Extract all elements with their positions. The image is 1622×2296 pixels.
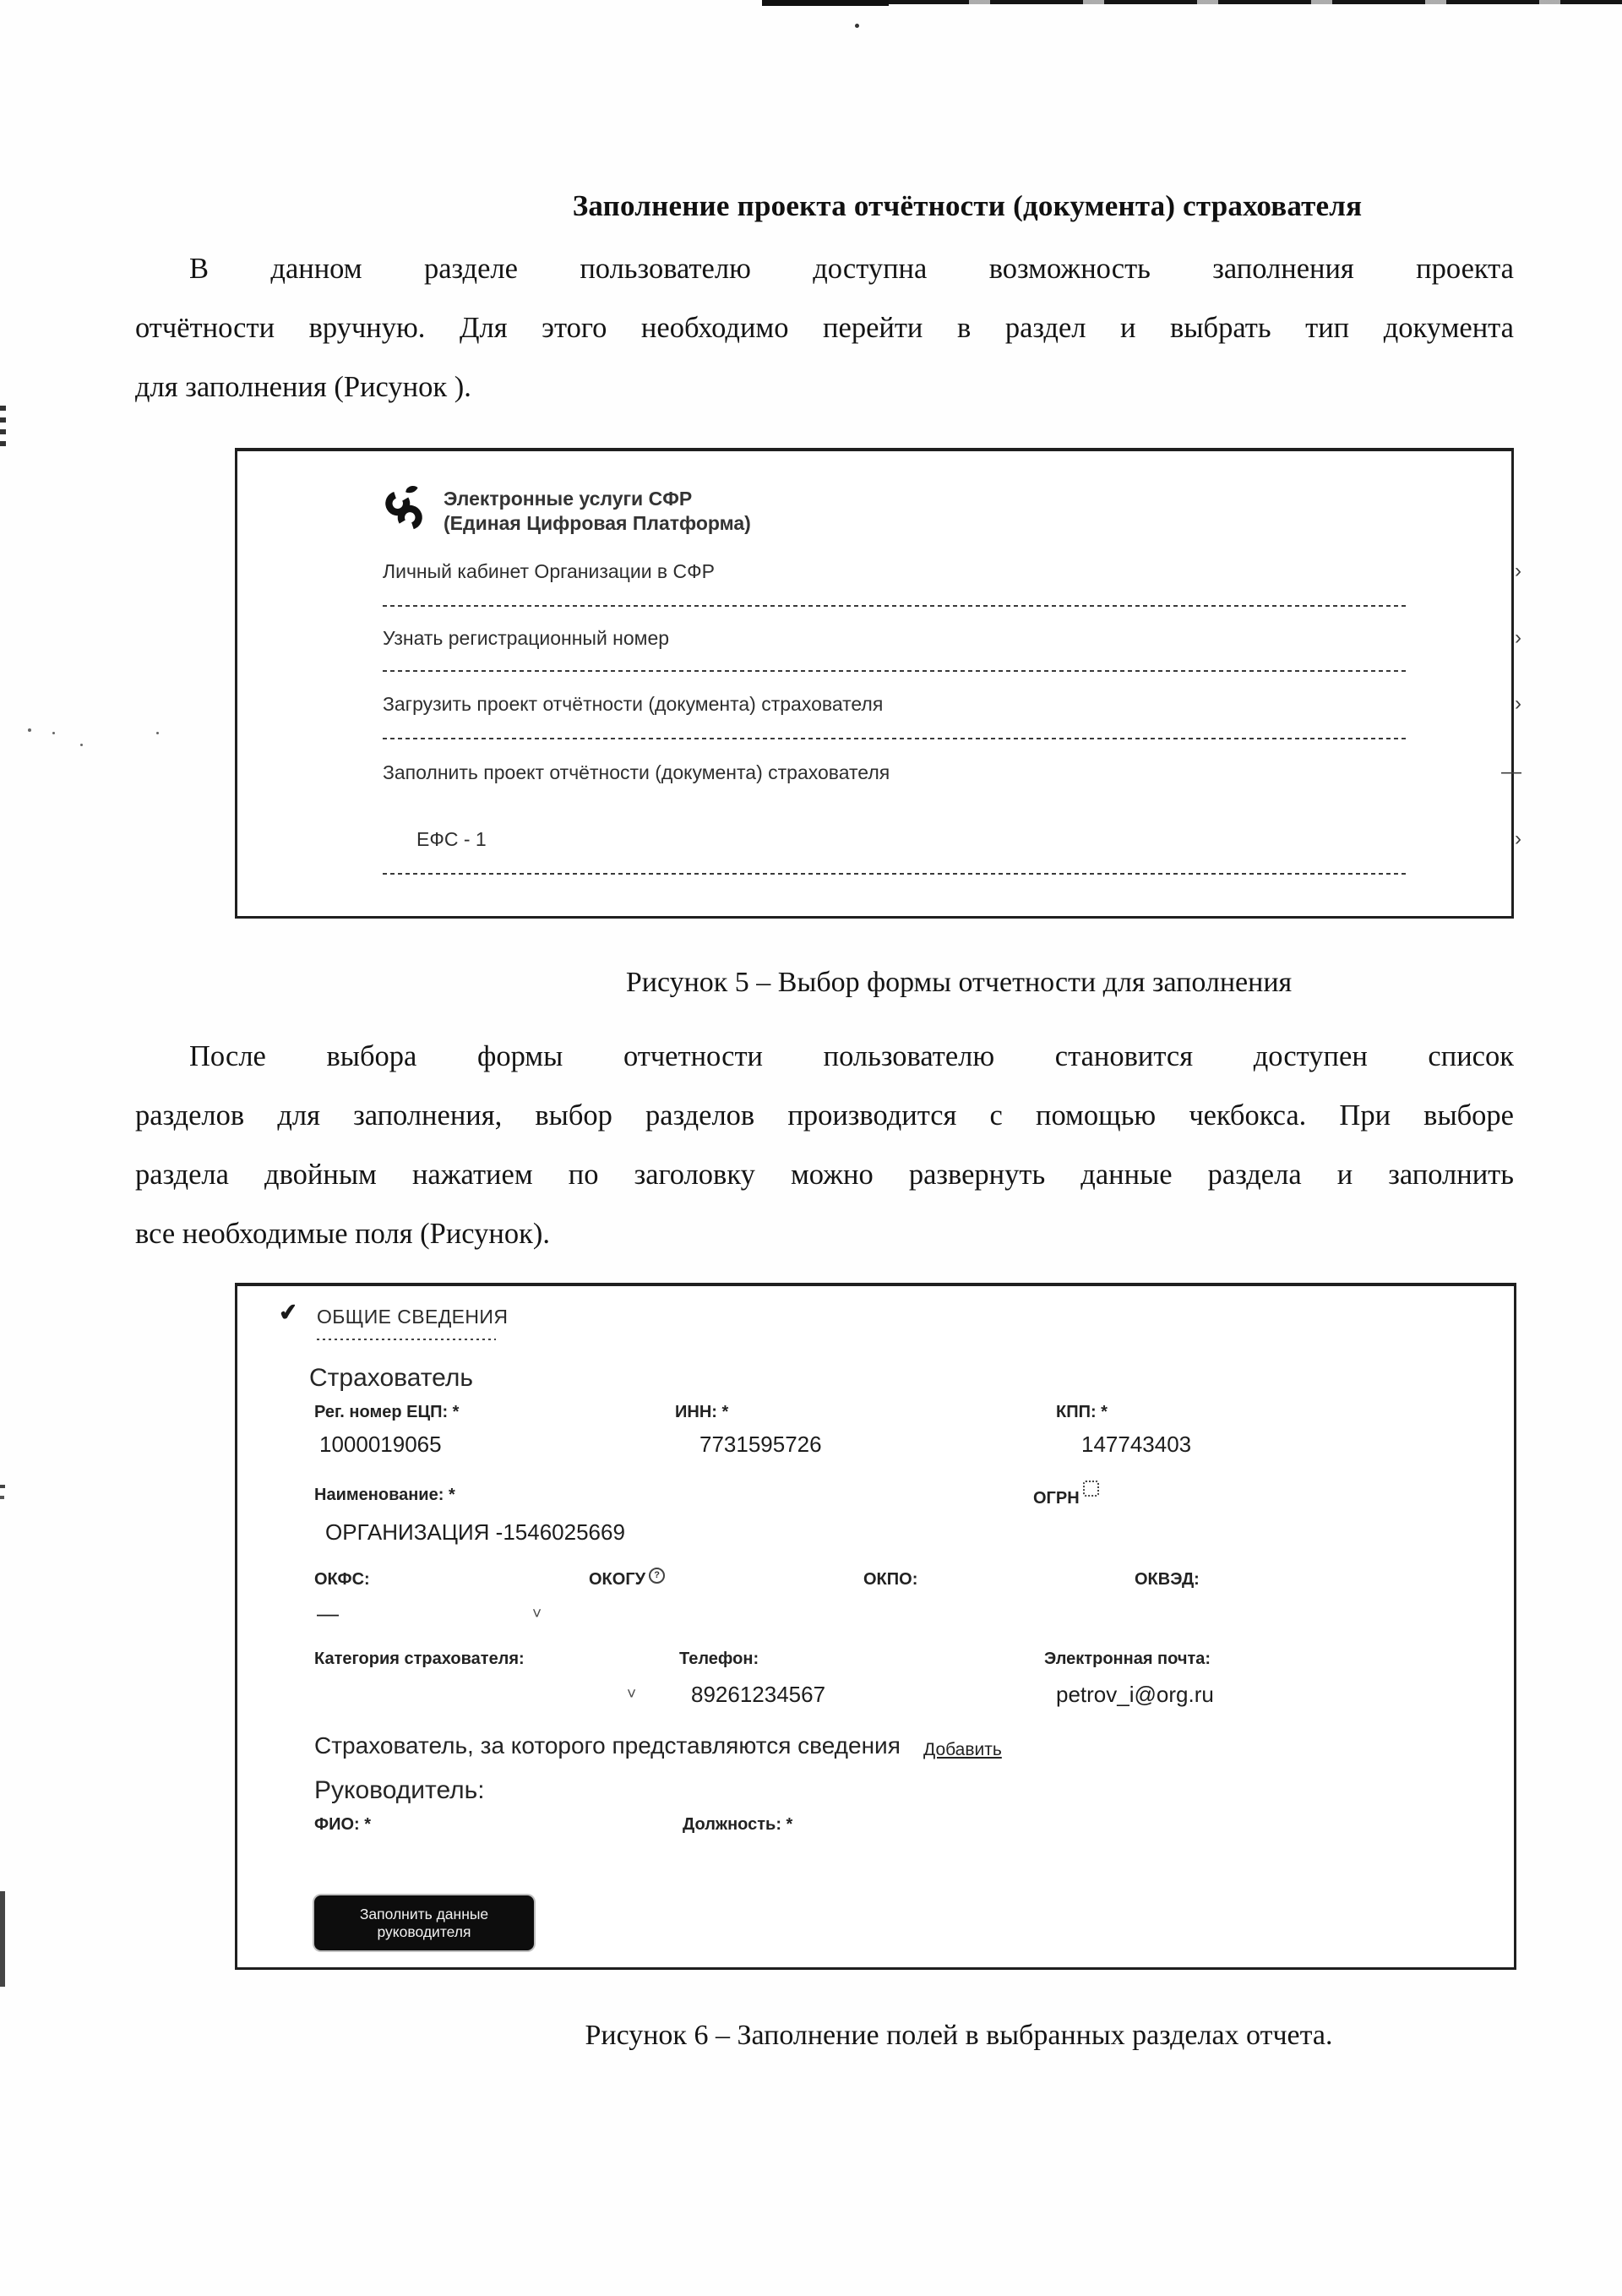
okogu-label: [589, 1570, 665, 1590]
okved-label: ОКВЭД:: [1135, 1570, 1200, 1589]
chevron-right-icon: ›: [1515, 827, 1521, 850]
chevron-right-icon: ›: [1515, 626, 1521, 649]
app-title-line1: Электронные услуги СФР: [444, 488, 693, 510]
position-label: Должность: *: [683, 1815, 793, 1834]
scan-artifact-top-line: [762, 0, 1622, 4]
paragraph-line: все необходимые поля (Рисунок).: [135, 1218, 550, 1250]
phone-field[interactable]: 89261234567: [691, 1682, 826, 1707]
menu-divider: [383, 738, 1407, 739]
scan-artifact-speck: [52, 732, 55, 734]
menu-item-label: ЕФС - 1: [416, 828, 487, 850]
sfr-logo-icon: [379, 485, 428, 534]
category-label: Категория страхователя:: [314, 1650, 525, 1668]
app-header: [379, 485, 751, 536]
paragraph-1: [135, 239, 1514, 417]
subsection-heading: Страхователь, за которого представляются сведения: [314, 1732, 901, 1759]
ogrn-label-text: ОГРН: [1033, 1489, 1080, 1508]
paragraph-line: раздела двойным нажатием по заголовку можно развернуть данные раздела и заполнить: [135, 1159, 1514, 1191]
paragraph-line: для заполнения (Рисунок ).: [135, 371, 471, 403]
menu-item-label: Узнать регистрационный номер: [383, 627, 670, 649]
section-checkbox[interactable]: ✔: [277, 1298, 300, 1327]
menu-item-efs-1[interactable]: [383, 826, 1521, 853]
menu-item-label: Заполнить проект отчётности (документа) страхователя: [383, 761, 890, 783]
paragraph-2: [135, 1027, 1514, 1263]
scan-artifact-mark: [0, 1485, 5, 1488]
email-field[interactable]: petrov_i@org.ru: [1056, 1682, 1214, 1707]
ogrn-info-icon[interactable]: [1083, 1481, 1099, 1497]
chevron-right-icon: ›: [1515, 559, 1521, 582]
menu-divider: [383, 873, 1407, 875]
name-label: Наименование: *: [314, 1486, 455, 1504]
ogrn-label: [1033, 1487, 1099, 1508]
scan-artifact-top-line-bold: [762, 0, 889, 6]
section-header-general-info[interactable]: ОБЩИЕ СВЕДЕНИЯ: [317, 1306, 509, 1328]
app-title-line2: (Единая Цифровая Платформа): [444, 512, 751, 534]
scan-artifact-mark: [0, 1496, 4, 1499]
phone-label: Телефон:: [679, 1650, 759, 1668]
scan-artifact-speck: [80, 744, 83, 746]
reg-number-label: Рег. номер ЕЦП: *: [314, 1403, 460, 1421]
reg-number-field[interactable]: 1000019065: [319, 1432, 442, 1457]
inn-label: ИНН: *: [675, 1403, 729, 1421]
okfs-label: ОКФС:: [314, 1570, 370, 1589]
scan-artifact-dot: [855, 24, 859, 28]
section-header-underline: [317, 1339, 496, 1340]
name-field[interactable]: ОРГАНИЗАЦИЯ -1546025669: [325, 1519, 625, 1545]
menu-divider: [383, 605, 1407, 607]
menu-item-upload-report-draft[interactable]: [383, 690, 1521, 717]
okogu-label-text: ОКОГУ: [589, 1570, 646, 1589]
menu-item-label: Загрузить проект отчётности (документа) страхователя: [383, 693, 884, 715]
scan-artifact-speck: [28, 728, 31, 732]
figure6-caption: Рисунок 6 – Заполнение полей в выбранных разделах отчета.: [585, 2020, 1333, 2051]
fill-head-data-button[interactable]: Заполнить данные руководителя: [314, 1895, 534, 1950]
category-chevron-down-icon[interactable]: ˅: [627, 1686, 637, 1704]
email-label: Электронная почта:: [1044, 1650, 1211, 1668]
menu-item-personal-cabinet[interactable]: [383, 558, 1521, 585]
scan-artifact-left-bar: [0, 1891, 5, 1987]
inn-field[interactable]: 7731595726: [699, 1432, 822, 1457]
menu-item-label: Личный кабинет Организации в СФР: [383, 560, 715, 582]
figure6-screenshot: [235, 1283, 1516, 1970]
menu-divider: [383, 670, 1407, 672]
scan-artifact-speck: [156, 732, 159, 734]
menu-item-registration-number[interactable]: [383, 624, 1521, 652]
menu-item-fill-report-draft[interactable]: [383, 759, 1521, 786]
paragraph-line: разделов для заполнения, выбор разделов производится с помощью чекбокса. При выборе: [135, 1099, 1514, 1132]
collapse-minus-icon: —: [1501, 761, 1521, 783]
app-title: [444, 485, 751, 536]
scan-artifact-left-dashes: [0, 406, 6, 453]
figure5-screenshot: [235, 448, 1521, 919]
figure5-caption: Рисунок 5 – Выбор формы отчетности для заполнения: [625, 967, 1293, 998]
paragraph-line: отчётности вручную. Для этого необходимо перейти в раздел и выбрать тип документа: [135, 312, 1514, 344]
kpp-label: КПП: *: [1056, 1403, 1108, 1421]
paragraph-line: В данном разделе пользователю доступна возможность заполнения проекта: [189, 253, 1514, 285]
insured-heading: Страхователь: [309, 1364, 473, 1392]
okfs-chevron-down-icon[interactable]: ˅: [532, 1606, 542, 1623]
page-title: Заполнение проекта отчётности (документа) страхователя: [572, 189, 1363, 222]
head-heading: Руководитель:: [314, 1776, 485, 1804]
chevron-right-icon: ›: [1515, 692, 1521, 715]
add-insured-link[interactable]: Добавить: [923, 1740, 1002, 1759]
okogu-info-icon[interactable]: ?: [649, 1568, 665, 1584]
fio-label: ФИО: *: [314, 1815, 372, 1834]
okfs-select-value[interactable]: —: [317, 1601, 339, 1626]
kpp-field[interactable]: 147743403: [1081, 1432, 1192, 1457]
paragraph-line: После выбора формы отчетности пользователю становится доступен список: [189, 1040, 1514, 1072]
okpo-label: ОКПО:: [863, 1570, 918, 1589]
